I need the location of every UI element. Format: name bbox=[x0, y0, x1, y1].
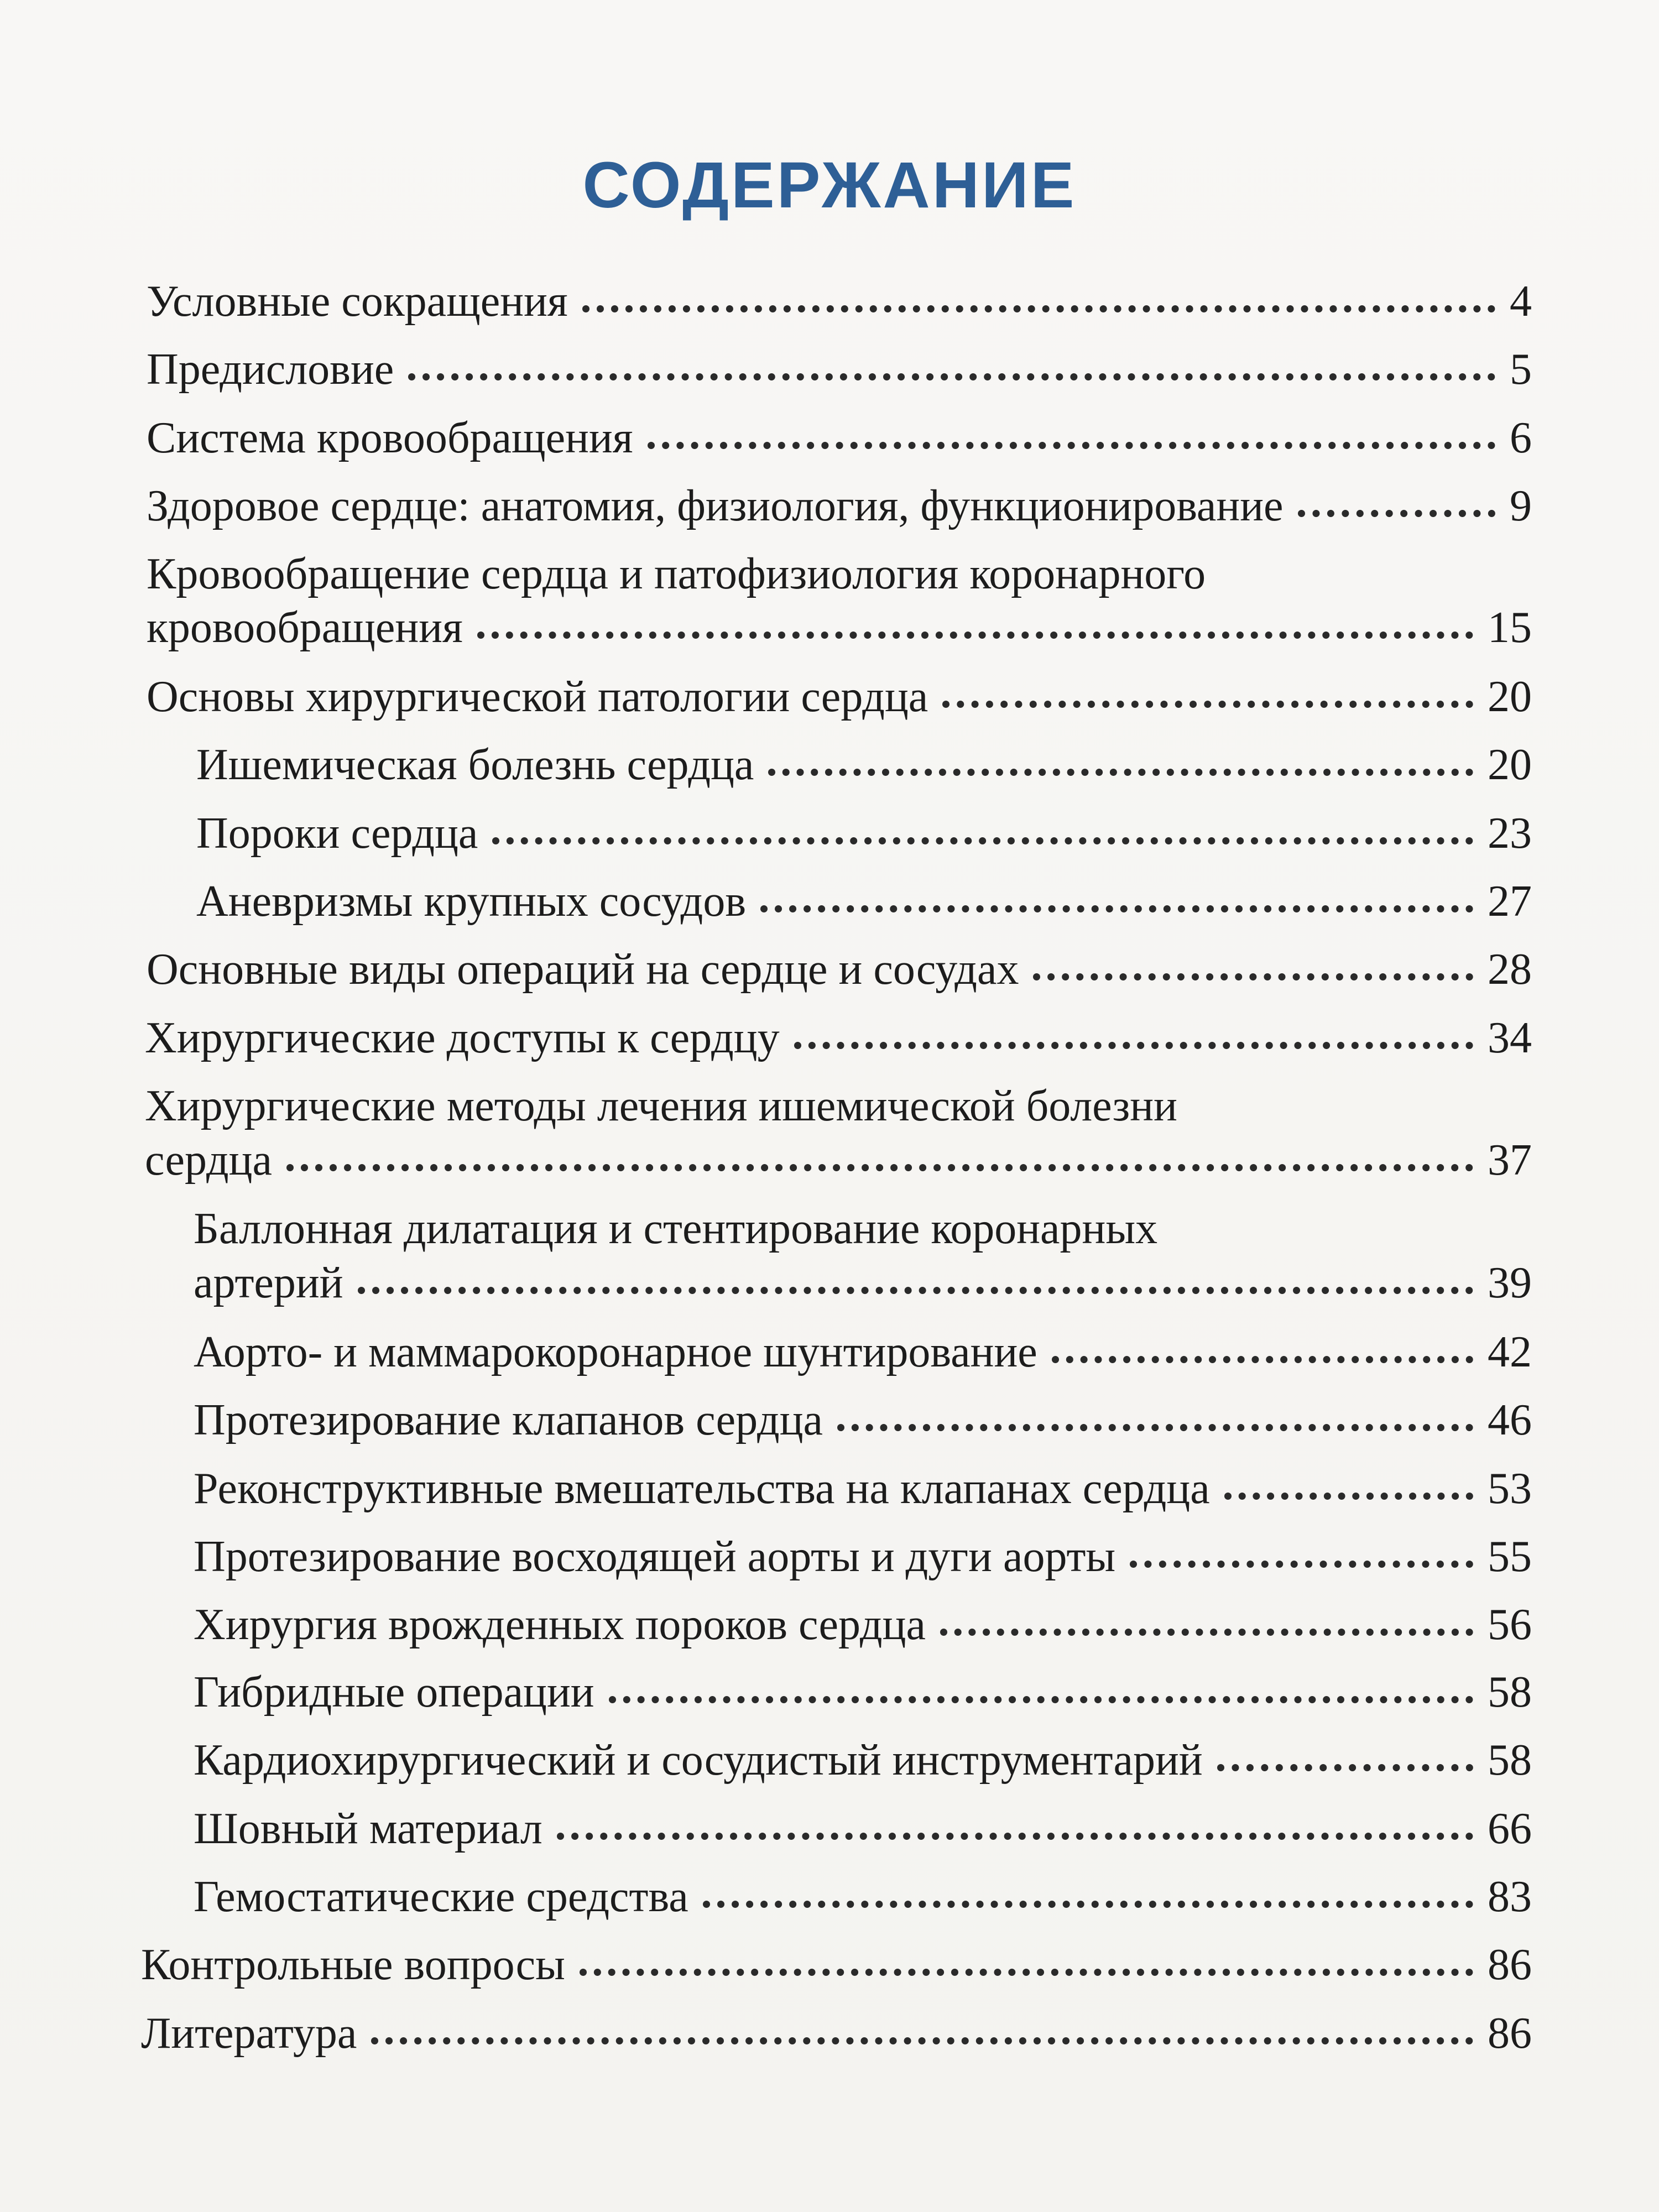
toc-entry-page: 86 bbox=[1488, 2009, 1532, 2058]
toc-entry-text: Гемостатические средства bbox=[194, 1872, 688, 1921]
toc-entry-text: Протезирование клапанов сердца bbox=[194, 1396, 823, 1444]
dot-leader bbox=[837, 1424, 1473, 1431]
toc-entry-text: Контрольные вопросы bbox=[141, 1940, 565, 1989]
dot-leader bbox=[768, 769, 1473, 776]
toc-entry-text: Протезирование восходящей аорты и дуги аорты bbox=[194, 1532, 1116, 1581]
toc-entry-text: Литература bbox=[141, 2009, 357, 2058]
toc-entry-page: 34 bbox=[1488, 1014, 1532, 1062]
dot-leader bbox=[1130, 1561, 1473, 1568]
dot-leader bbox=[408, 373, 1495, 380]
toc-entry-page: 83 bbox=[1488, 1872, 1532, 1921]
toc-entry-page: 20 bbox=[1488, 740, 1532, 789]
toc-subentry bbox=[194, 1597, 1532, 1652]
toc-entry bbox=[147, 410, 1532, 466]
toc-entry bbox=[147, 342, 1532, 397]
toc-subentry bbox=[196, 874, 1532, 929]
toc-subentry bbox=[194, 1665, 1532, 1720]
toc-entry-text: Основные виды операций на сердце и сосудах bbox=[147, 945, 1019, 994]
toc-entry-text: Реконструктивные вмешательства на клапанах сердца bbox=[194, 1464, 1210, 1513]
dot-leader bbox=[1217, 1764, 1473, 1771]
toc-subentry bbox=[196, 806, 1532, 861]
toc-entry-first-line: Хирургические методы лечения ишемической болезни bbox=[145, 1082, 1177, 1130]
toc-entry-text: кровообращения bbox=[147, 603, 463, 652]
dot-leader bbox=[1298, 510, 1495, 517]
toc-entry bbox=[147, 942, 1532, 997]
toc-entry-text: Здоровое сердце: анатомия, физиология, функционирование bbox=[147, 482, 1284, 530]
toc-entry-page: 15 bbox=[1488, 603, 1532, 652]
toc-entry-text: Предисловие bbox=[147, 345, 394, 394]
toc-entry-page: 4 bbox=[1510, 277, 1532, 326]
toc-entry-text: Аневризмы крупных сосудов bbox=[196, 877, 747, 926]
toc-entry-page: 28 bbox=[1488, 945, 1532, 994]
toc-entry-text: Ишемическая болезнь сердца bbox=[196, 740, 754, 789]
toc-subentry bbox=[194, 1529, 1532, 1584]
toc-entry-page: 39 bbox=[1488, 1259, 1532, 1307]
toc-entry-page: 27 bbox=[1488, 877, 1532, 926]
toc-subentry bbox=[194, 1801, 1532, 1856]
dot-leader bbox=[648, 442, 1495, 449]
dot-leader bbox=[940, 1629, 1473, 1636]
page-title: СОДЕРЖАНИЕ bbox=[582, 149, 1077, 222]
dot-leader bbox=[477, 632, 1473, 639]
dot-leader bbox=[582, 305, 1495, 312]
toc-entry-text: артерий bbox=[194, 1259, 343, 1307]
dot-leader bbox=[492, 837, 1473, 844]
toc-entry-text: Шовный материал bbox=[194, 1804, 542, 1853]
toc-entry-text: Хирургия врожденных пороков сердца bbox=[194, 1600, 926, 1649]
toc-subentry bbox=[196, 737, 1532, 792]
toc-entry-page: 37 bbox=[1488, 1136, 1532, 1185]
toc-entry-page: 58 bbox=[1488, 1668, 1532, 1717]
dot-leader bbox=[1052, 1356, 1473, 1363]
toc-entry bbox=[141, 2006, 1532, 2061]
toc-entry-text: сердца bbox=[145, 1136, 272, 1185]
toc-entry bbox=[147, 669, 1532, 724]
toc-entry-page: 56 bbox=[1488, 1600, 1532, 1649]
dot-leader bbox=[942, 701, 1473, 708]
toc-entry bbox=[147, 478, 1532, 534]
toc-entry-page: 58 bbox=[1488, 1736, 1532, 1785]
toc-entry-text: Гибридные операции bbox=[194, 1668, 594, 1717]
dot-leader bbox=[557, 1833, 1473, 1840]
toc-entry-text: Хирургические доступы к сердцу bbox=[145, 1014, 780, 1062]
toc-entry-page: 42 bbox=[1488, 1328, 1532, 1376]
toc-entry-first-line: Баллонная дилатация и стентирование коронарных bbox=[194, 1204, 1158, 1253]
dot-leader bbox=[760, 905, 1473, 912]
toc-entry-first-line: Кровообращение сердца и патофизиология коронарного bbox=[147, 550, 1206, 598]
dot-leader bbox=[358, 1287, 1473, 1294]
toc-subentry bbox=[194, 1869, 1532, 1924]
dot-leader bbox=[1224, 1493, 1473, 1500]
toc-entry-text: Система кровообращения bbox=[147, 414, 633, 462]
dot-leader bbox=[794, 1042, 1473, 1049]
toc-entry-text: Условные сокращения bbox=[147, 277, 568, 326]
dot-leader bbox=[703, 1901, 1473, 1908]
toc-entry-page: 23 bbox=[1488, 809, 1532, 858]
toc-entry bbox=[145, 1010, 1532, 1066]
toc-entry-text: Кардиохирургический и сосудистый инструментарий bbox=[194, 1736, 1203, 1785]
toc-entry bbox=[145, 1133, 1532, 1188]
toc-entry-page: 46 bbox=[1488, 1396, 1532, 1444]
toc-entry-page: 9 bbox=[1510, 482, 1532, 530]
toc-entry-page: 55 bbox=[1488, 1532, 1532, 1581]
toc-subentry bbox=[194, 1461, 1532, 1516]
toc-entry-text: Основы хирургической патологии сердца bbox=[147, 672, 928, 721]
toc-entry-text: Пороки сердца bbox=[196, 809, 478, 858]
toc-entry-page: 20 bbox=[1488, 672, 1532, 721]
toc-entry-page: 5 bbox=[1510, 345, 1532, 394]
toc-entry bbox=[141, 1937, 1532, 1992]
toc-subentry bbox=[194, 1324, 1532, 1380]
toc-entry-page: 86 bbox=[1488, 1940, 1532, 1989]
dot-leader bbox=[609, 1696, 1473, 1703]
toc-entry bbox=[147, 600, 1532, 655]
dot-leader bbox=[580, 1969, 1473, 1976]
toc-subentry bbox=[194, 1392, 1532, 1448]
toc-entry-page: 66 bbox=[1488, 1804, 1532, 1853]
dot-leader bbox=[371, 2037, 1473, 2044]
toc-entry-page: 6 bbox=[1510, 414, 1532, 462]
toc-entry-text: Аорто- и маммарокоронарное шунтирование bbox=[194, 1328, 1037, 1376]
toc-subentry bbox=[194, 1255, 1532, 1311]
dot-leader bbox=[1033, 973, 1473, 980]
dot-leader bbox=[286, 1164, 1473, 1171]
toc-entry bbox=[147, 274, 1532, 329]
toc-subentry bbox=[194, 1733, 1532, 1788]
toc-entry-page: 53 bbox=[1488, 1464, 1532, 1513]
